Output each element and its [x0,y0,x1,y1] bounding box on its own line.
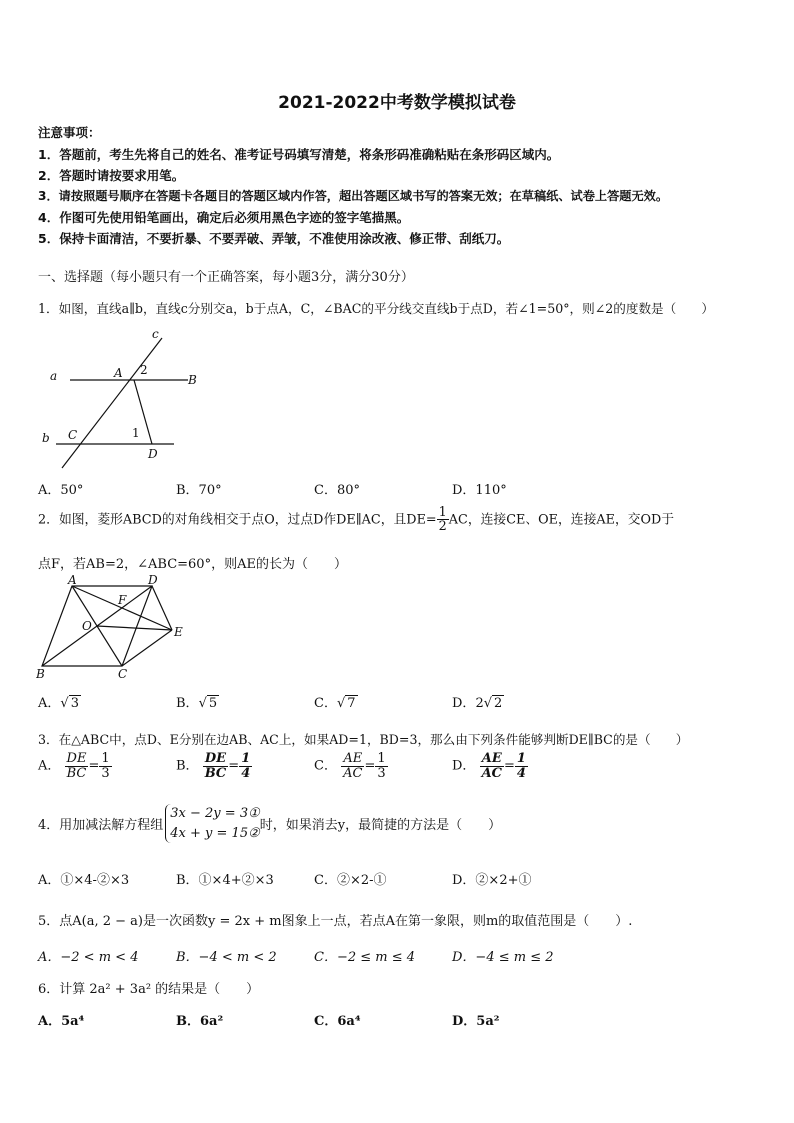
frac-num: DE [66,751,87,766]
frac-num: 1 [516,751,526,766]
q2-figure [36,574,192,682]
question-2-line-2: 点F，若AB=2，∠ABC=60°，则AE的长为（ ） [38,557,347,572]
section-heading: 一、选择题（每小题只有一个正确答案，每小题3分，满分30分） [38,270,414,285]
frac-den: BC [66,765,87,781]
q3-option-d[interactable] [452,752,528,780]
label-D: D [148,447,158,461]
q2-option-d[interactable]: D．2√ 2 [452,696,503,711]
frac-num: 1 [377,751,386,766]
q1-option-d[interactable]: D．110° [452,483,507,498]
q4-option-b[interactable]: B．①×4+②×3 [176,873,274,888]
frac-num: AE [341,752,364,767]
option-label: C． [314,758,337,774]
page-title: 2021-2022中考数学模拟试卷 [278,93,516,113]
q1-option-c[interactable]: C．80° [314,483,360,498]
label-A: A [114,366,123,380]
q4-prefix: 4．用加减法解方程组 [38,818,164,833]
equation-system [165,804,259,843]
question-1: 1．如图，直线a∥b，直线c分别交a，b于点A，C，∠BAC的平分线交直线b于点D，若∠1=50°，则∠2的度数是（ ） [38,301,715,316]
q2-option-a[interactable]: A．√ 3 [38,696,79,711]
equals: = [228,758,240,774]
q2-frac-den: 2 [438,519,447,535]
frac-den: AC [343,765,363,781]
radicand: 2 [494,696,503,711]
q2-text-a: 2．如图，菱形ABCD的对角线相交于点O，过点D作DE∥AC，且DE= [38,512,437,528]
question-5: 5．点A(a, 2 − a)是一次函数y = 2x + m图象上一点，若点A在第一象限，则m的取值范围是（ ）. [38,914,633,929]
radicand: 5 [208,696,218,711]
q3-option-b[interactable] [176,752,252,780]
label-angle-2: 2 [140,363,148,377]
option-label: B． [176,696,199,711]
question-6: 6．计算 2a² + 3a² 的结果是（ ） [38,982,260,997]
q5-option-d[interactable]: D．−4 ≤ m ≤ 2 [452,950,554,965]
q3-option-a[interactable] [38,752,112,780]
frac-num: 1 [101,751,110,766]
notice-item: 4．作图可先使用铅笔画出，确定后必须用黑色字迹的签字笔描黑。 [38,210,410,225]
notice-item: 3．请按照题号顺序在答题卡各题目的答题区域内作答，超出答题区域书写的答案无效；在草稿纸、试卷上答题无效。 [38,189,669,203]
q1-option-a[interactable]: A．50° [38,483,84,498]
q1-option-b[interactable]: B．70° [176,483,222,498]
q2-option-b[interactable]: B．√ 5 [176,696,218,711]
label-c: c [152,327,159,341]
q2-option-c[interactable]: C．√ 7 [314,696,356,711]
label-a: a [50,369,58,383]
equals: = [364,758,376,774]
q2-frac-num: 1 [438,505,447,520]
q5-option-c[interactable]: C．−2 ≤ m ≤ 4 [314,950,416,965]
frac-num: 1 [241,751,251,766]
equals: = [88,758,100,774]
q6-option-c[interactable]: C．6a⁴ [314,1014,361,1029]
radicand: 3 [70,696,79,711]
frac-den: AC [481,765,503,781]
notice-heading: 注意事项： [38,125,101,140]
frac-den: 4 [241,765,251,781]
q4-option-d[interactable]: D．②×2+① [452,873,532,888]
q4-option-c[interactable]: C．②×2-① [314,873,387,888]
option-label: C． [314,696,337,711]
q5-option-b[interactable]: B．−4 < m < 2 [176,950,277,965]
option-label: D． [452,758,476,774]
q4-suffix: 时，如果消去y，最简捷的方法是（ ） [259,818,502,833]
q6-option-a[interactable]: A．5a⁴ [38,1014,85,1029]
label-E: E [174,625,183,639]
radicand: 7 [347,696,356,711]
label-F: F [118,593,127,607]
question-2-line-1 [38,506,674,534]
option-label: B． [176,758,199,774]
label-B: B [188,373,197,387]
question-3: 3．在△ABC中，点D、E分别在边AB、AC上，如果AD=1，BD=3，那么由下列条件能够判断DE∥BC的是（ ） [38,732,689,747]
q5-option-a[interactable]: A．−2 < m < 4 [38,950,139,965]
q4-option-a[interactable]: A．①×4-②×3 [38,873,130,888]
notice-item: 1．答题前，考生先将自己的姓名、准考证号码填写清楚，将条形码准确粘贴在条形码区域内。 [38,147,560,162]
q6-option-b[interactable]: B．6a² [176,1014,224,1029]
equals: = [504,758,515,774]
notice-item: 5．保持卡面清洁，不要折暴、不要弄破、弄皱，不准使用涂改液、修正带、刮纸刀。 [38,231,510,246]
frac-den: BC [204,765,227,781]
frac-den: 3 [377,765,386,781]
q2-text-b: AC，连接CE、OE，连接AE，交OD于 [448,512,675,528]
label-b: b [42,431,50,445]
label-angle-1: 1 [132,426,140,440]
label-O: O [82,619,92,633]
label-C: C [68,428,78,442]
equation-2: 4x + y = 15② [170,825,260,841]
frac-den: 4 [516,765,526,781]
q3-option-c[interactable] [314,752,388,780]
option-label: D． [452,696,476,711]
question-4 [38,804,501,843]
label-A: A [68,574,77,587]
label-C: C [118,667,128,681]
notice-item: 2．答题时请按要求用笔。 [38,168,185,183]
equation-1: 3x − 2y = 3① [170,806,260,821]
q6-option-d[interactable]: D．5a² [452,1014,500,1029]
coefficient: 2 [475,696,484,711]
q1-figure [38,322,218,472]
option-label: A． [38,696,61,711]
frac-den: 3 [101,765,110,781]
option-label: A． [38,758,61,774]
label-D: D [148,574,158,587]
label-B: B [36,667,45,681]
frac-num: AE [480,752,504,767]
frac-num: DE [203,752,229,767]
